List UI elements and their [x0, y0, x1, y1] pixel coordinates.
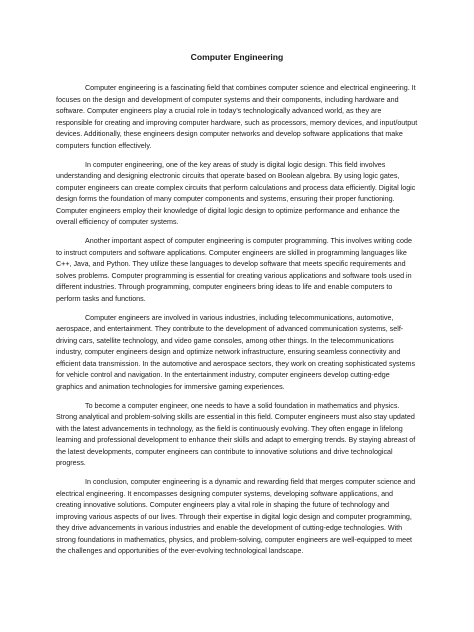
paragraph-introduction: Computer engineering is a fascinating field that combines computer science and electrical engineering. It focuses on the design and development of computer systems and their components, including hardware and software. Computer engineers play a crucial role in today’s technologically advanced world, as they are responsible for creating and improving computer hardware, such as processors, memory devices, and input/output devices. Additionally, these engineers design computer networks and develop software applications that make computers function effectively. — [56, 84, 418, 150]
document-body — [56, 83, 418, 566]
paragraph-digital-logic: In computer engineering, one of the key areas of study is digital logic design. This field involves understanding and designing electronic circuits that operate based on Boolean algebra. By using logic gates, computer engineers can create complex circuits that perform calculations and process data efficiently. Digital logic design forms the foundation of many computer components and systems, ensuring their proper functioning. Computer engineers employ their knowledge of digital logic design to optimize performance and enhance the overall efficiency of computer systems. — [56, 160, 416, 227]
paragraph-programming: Another important aspect of computer engineering is computer programming. This involves writing code to instruct computers and software applications. Computer engineers are skilled in programming languages like C++, Java, and Python. They utilize these languages to develop software that meets specific requirements and solves problems. Computer programming is essential for creating various applications and software tools used in different industries. Through programming, computer engineers bring ideas to life and enable computers to perform tasks and functions. — [56, 237, 412, 303]
paragraph-conclusion: In conclusion, computer engineering is a dynamic and rewarding field that merges computer science and electrical engineering. It encompasses designing computer systems, developing software applications, and creating innovative solutions. Computer engineers play a vital role in shaping the future of technology and improving various aspects of our lives. Through their expertise in digital logic design and computer programming, they drive advancements in various industries and enable the development of cutting-edge technologies. With strong foundations in mathematics, physics, and problem-solving, computer engineers are well-equipped to meet the challenges and opportunities of the ever-evolving technological landscape. — [56, 478, 416, 556]
paragraph-industries: Computer engineers are involved in various industries, including telecommunications, automotive, aerospace, and entertainment. They contribute to the development of advanced communication systems, self-driving cars, satellite technology, and video game consoles, among other things. In the telecommunications industry, computer engineers design and optimize network infrastructure, ensuring seamless connectivity and efficient data transmission. In the automotive and aerospace sectors, they work on creating sophisticated systems for vehicle control and navigation. In the entertainment industry, computer engineers develop cutting-edge graphics and animation technologies for immersive gaming experiences. — [56, 313, 416, 391]
document-title: Computer Engineering — [190, 52, 284, 62]
paragraph-becoming-engineer: To become a computer engineer, one needs to have a solid foundation in mathematics and physics. Strong analytical and problem-solving skills are essential in this field. Computer engineers must also stay updated with the latest advancements in technology, as the field is continuously evolving. They often engage in lifelong learning and professional development to enhance their skills and adapt to emerging trends. By staying abreast of the latest developments, computer engineers can contribute to innovative solutions and drive technological progress. — [56, 401, 416, 468]
